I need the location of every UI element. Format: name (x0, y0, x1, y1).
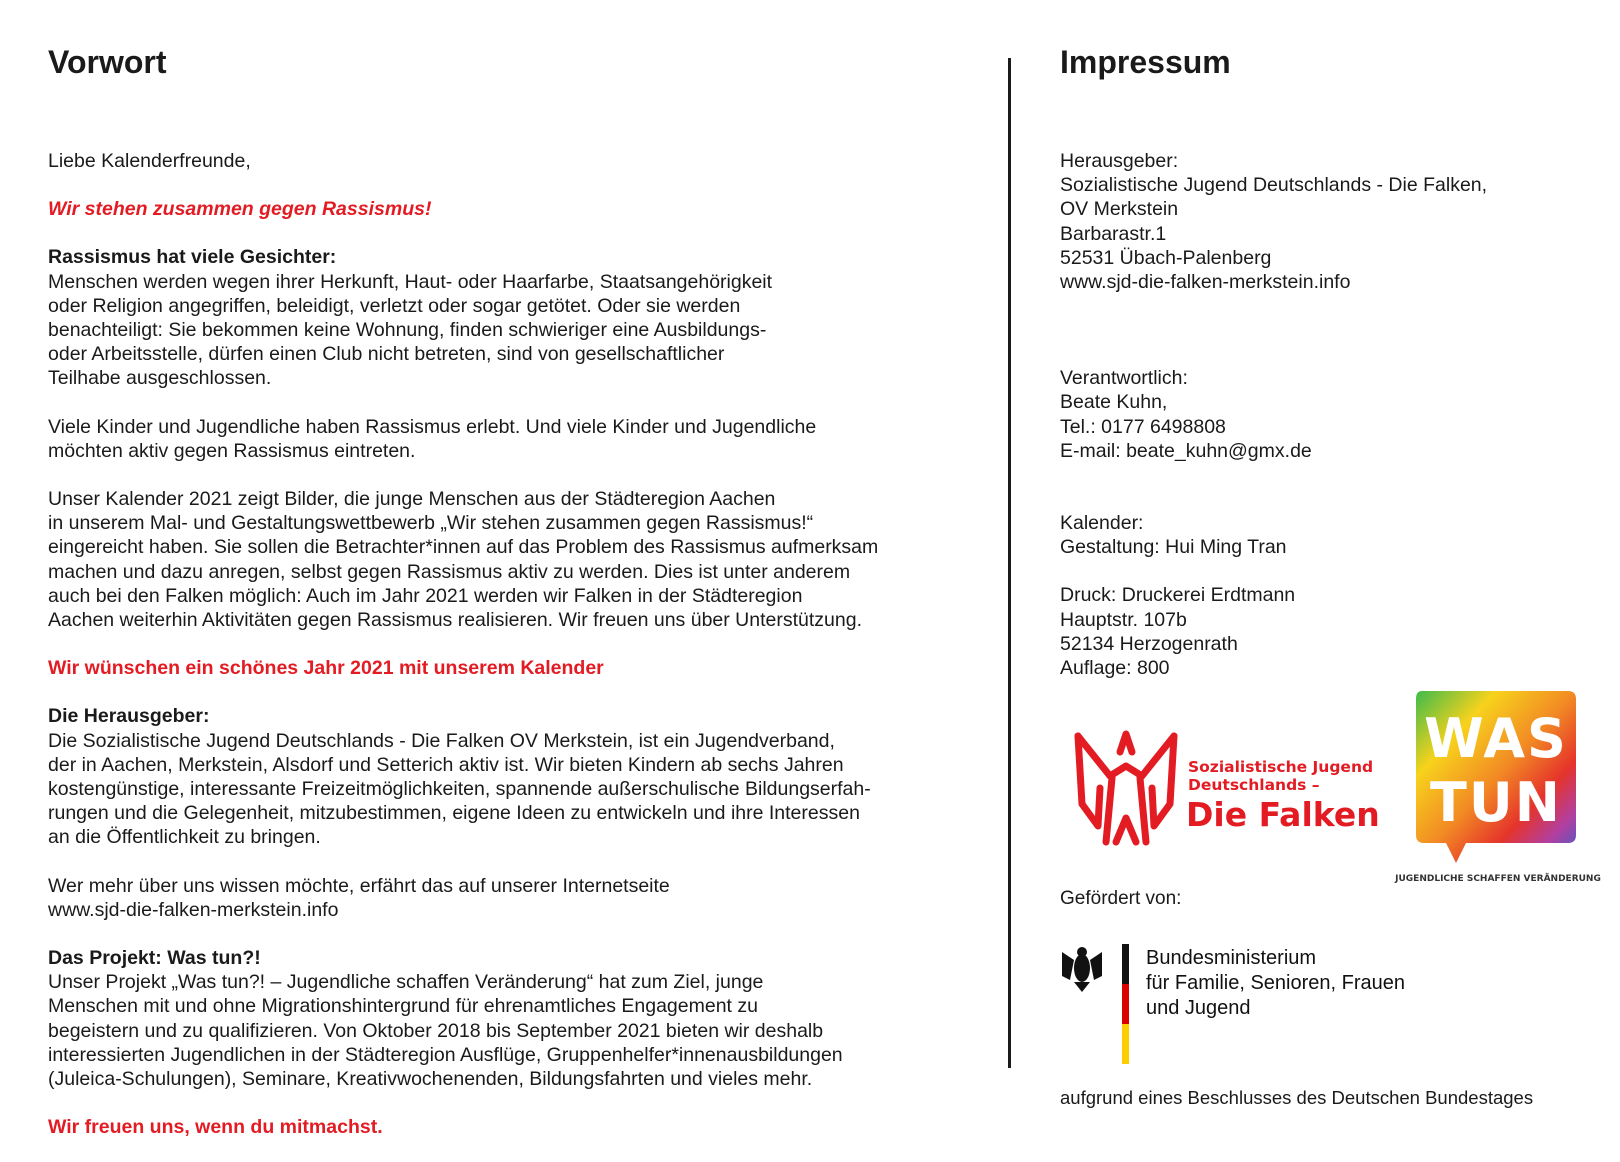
heading-rassismus: Rassismus hat viele Gesichter: (48, 246, 337, 269)
falken-logo-line2: Deutschlands – (1188, 776, 1320, 794)
herausgeber-block: Herausgeber: Sozialistische Jugend Deutschlands - Die Falken, OV Merkstein Barbarastr.1 52531 Übach-Palenberg www.sjd-die-falken-merkstein.info (1060, 150, 1488, 294)
paragraph-internet: Wer mehr über uns wissen möchte, erfährt das auf unserer Internetseite www.sjd-die-falken-merkstein.info (48, 874, 670, 921)
heading-projekt: Das Projekt: Was tun?! (48, 947, 261, 970)
gefoerdert-label: Gefördert von: (1060, 888, 1182, 909)
greeting: Liebe Kalenderfreunde, (48, 150, 251, 172)
paragraph-projekt: Unser Projekt „Was tun?! – Jugendliche schaffen Veränderung“ hat zum Ziel, junge Menschen mit und ohne Migrationshintergrund für ehrenamtliches Engagement zu begeistern und zu qualifizieren. Von Oktober 2018 bis September 2021 bieten wir deshalb interessierten Jugendlichen in der Städteregion Ausflüge, Gruppenhelfer*innenausbildungen (Juleica-Schulungen), Seminare, Kreativwochenenden, Bildungsfahrten und vieles mehr. (48, 971, 843, 1091)
bmfsfj-line1: Bundesministerium (1146, 947, 1317, 969)
beschluss-note: aufgrund eines Beschlusses des Deutschen Bundestages (1060, 1087, 1534, 1108)
druck-block: Druck: Druckerei Erdtmann Hauptstr. 107b 52134 Herzogenrath Auflage: 800 (1060, 584, 1296, 680)
paragraph-rassismus: Menschen werden wegen ihrer Herkunft, Haut- oder Haarfarbe, Staatsangehörigkeit oder Religion angegriffen, beleidigt, verletzt oder sogar getötet. Oder sie werden benachteiligt: Sie bekommen keine Wohnung, finden schwieriger eine Ausbildungs- oder Arbeitsstelle, dürfen einen Club nicht betreten, sind von gesellschaftlicher Teilhabe ausgeschlossen. (48, 270, 773, 390)
bmfsfj-line3: und Jugend (1146, 997, 1251, 1019)
slogan: Wir stehen zusammen gegen Rassismus! (48, 198, 432, 221)
wastun-logo (1395, 685, 1601, 885)
impressum-title: Impressum (1060, 44, 1231, 80)
vorwort-title: Vorwort (48, 44, 167, 80)
bmfsfj-logo (1060, 940, 1420, 1070)
heading-herausgeber: Die Herausgeber: (48, 705, 210, 728)
impressum-column (1060, 38, 1600, 680)
wastun-logo-line1: WAS (1424, 707, 1568, 770)
paragraph-herausgeber: Die Sozialistische Jugend Deutschlands - Die Falken OV Merkstein, ist ein Jugendverband, der in Aachen, Merkstein, Alsdorf und Setterich aktiv ist. Wir bieten Kindern ab sechs Jahren kostengünstige, interessante Freizeitmöglichkeiten, spannende außerschulische Bildungserfah- rungen und die Gelegenheit, mitzubestimmen, eigene Ideen zu entwickeln und ihre Interessen an die Öffentlichkeit zu bringen. (48, 729, 871, 849)
column-divider (1008, 58, 1011, 1068)
bmfsfj-line2: für Familie, Senioren, Frauen (1146, 972, 1406, 994)
wish-line: Wir wünschen ein schönes Jahr 2021 mit unserem Kalender (48, 657, 604, 680)
closing-line: Wir freuen uns, wenn du mitmachst. (48, 1116, 383, 1139)
paragraph-kalender: Unser Kalender 2021 zeigt Bilder, die junge Menschen aus der Städteregion Aachen in unserem Mal- und Gestaltungswettbewerb „Wir stehen zusammen gegen Rassismus!“ eingereicht haben. Sie sollen die Betrachter*innen auf das Problem des Rassismus aufmerksam machen und dazu anregen, selbst gegen Rassismus aktiv zu werden. Dies ist unter anderem auch bei den Falken möglich: Auch im Jahr 2021 werden wir Falken in der Städteregion Aachen weiterhin Aktivitäten gegen Rassismus realisieren. Wir freuen uns über Unterstützung. (48, 488, 879, 632)
falken-logo (1070, 726, 1380, 846)
wastun-logo-line2: TUN (1430, 771, 1562, 834)
falken-logo-line3: Die Falken (1186, 795, 1380, 834)
eagle-icon (1062, 947, 1102, 992)
wastun-tagline: JUGENDLICHE SCHAFFEN VERÄNDERUNG (1395, 874, 1601, 884)
vorwort-column (48, 38, 988, 1140)
verantwortlich-block: Verantwortlich: Beate Kuhn, Tel.: 0177 6498808 E-mail: beate_kuhn@gmx.de (1060, 367, 1312, 462)
paragraph-kinder: Viele Kinder und Jugendliche haben Rassismus erlebt. Und viele Kinder und Jugendliche möchten aktiv gegen Rassismus eintreten. (48, 415, 817, 462)
falken-logo-line1: Sozialistische Jugend (1188, 758, 1374, 776)
kalender-block: Kalender: Gestaltung: Hui Ming Tran (1060, 512, 1287, 559)
